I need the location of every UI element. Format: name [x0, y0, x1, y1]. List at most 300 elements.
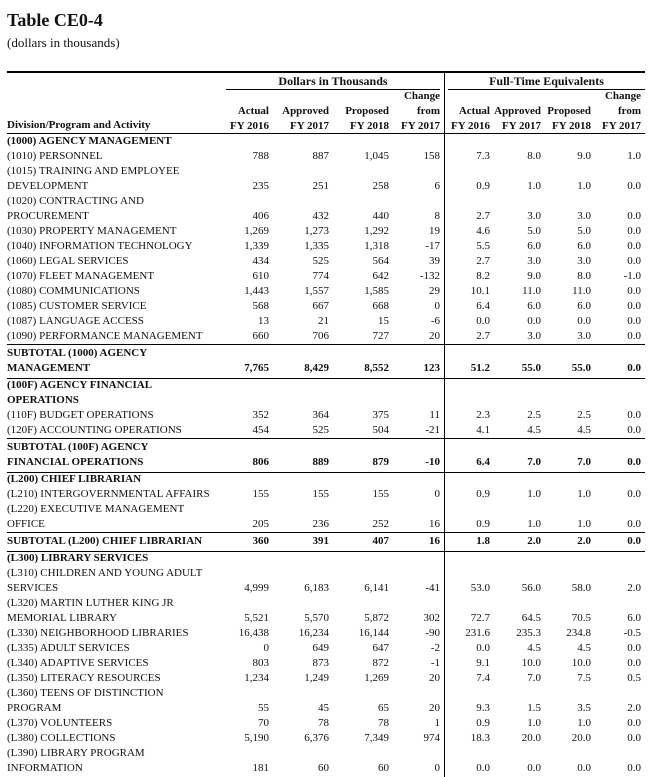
row-label: PROGRAM [7, 702, 62, 714]
cell-d-approved: 16,234 [298, 627, 329, 639]
cell-f-proposed: 7.0 [577, 456, 591, 468]
cell-f-actual: 8.2 [476, 270, 490, 282]
cell-d-approved: 774 [312, 270, 329, 282]
row-label: FINANCIAL OPERATIONS [7, 456, 144, 468]
cell-d-approved: 649 [312, 642, 329, 654]
cell-f-change: 0.0 [627, 240, 641, 252]
cell-d-actual: 5,190 [244, 732, 269, 744]
cell-f-approved: 1.0 [527, 488, 541, 500]
cell-f-proposed: 3.0 [577, 210, 591, 222]
cell-f-change: 0.0 [627, 424, 641, 436]
table-row [0, 566, 652, 596]
cell-f-actual: 0.9 [476, 518, 490, 530]
cell-f-change: 0.0 [627, 762, 641, 774]
cell-f-approved: 11.0 [522, 285, 541, 297]
cell-d-actual: 434 [252, 255, 269, 267]
cell-f-change: 0.0 [627, 300, 641, 312]
cell-d-change: 11 [429, 409, 440, 421]
cell-f-proposed: 3.5 [577, 702, 591, 714]
row-label: (L360) TEENS OF DISTINCTION [7, 687, 164, 699]
cell-f-actual: 2.7 [476, 330, 490, 342]
cell-f-actual: 0.0 [476, 315, 490, 327]
cell-f-actual: 2.3 [476, 409, 490, 421]
row-label: (1080) COMMUNICATIONS [7, 285, 140, 297]
table-row [0, 671, 652, 686]
cell-f-change: 0.0 [627, 362, 641, 374]
cell-d-change: -10 [425, 456, 440, 468]
row-label: INFORMATION [7, 762, 83, 774]
cell-f-approved: 3.0 [527, 210, 541, 222]
column-header-f-approved-line-0: Approved [494, 105, 541, 117]
cell-f-proposed: 7.5 [577, 672, 591, 684]
row-label: (L330) NEIGHBORHOOD LIBRARIES [7, 627, 189, 639]
cell-d-approved: 1,335 [304, 240, 329, 252]
row-label: (1090) PERFORMANCE MANAGEMENT [7, 330, 203, 342]
cell-f-proposed: 234.8 [566, 627, 591, 639]
row-label: PROCUREMENT [7, 210, 89, 222]
cell-f-proposed: 1.0 [577, 518, 591, 530]
cell-f-approved: 6.0 [527, 240, 541, 252]
column-header-d-approved-line-0: Approved [282, 105, 329, 117]
table-row [0, 239, 652, 254]
cell-d-change: 158 [423, 150, 440, 162]
cell-d-proposed: 65 [378, 702, 389, 714]
cell-d-proposed: 872 [372, 657, 389, 669]
cell-d-actual: 4,999 [244, 582, 269, 594]
subtotal-row [0, 344, 652, 378]
cell-d-approved: 889 [312, 456, 329, 468]
cell-f-approved: 3.0 [527, 255, 541, 267]
cell-f-change: 0.0 [627, 315, 641, 327]
cell-d-proposed: 8,552 [364, 362, 389, 374]
cell-f-actual: 0.9 [476, 488, 490, 500]
cell-d-change: -21 [425, 424, 440, 436]
cell-d-proposed: 1,045 [364, 150, 389, 162]
cell-f-approved: 20.0 [521, 732, 541, 744]
cell-d-change: 0 [434, 762, 440, 774]
cell-d-actual: 568 [252, 300, 269, 312]
cell-f-proposed: 70.5 [571, 612, 591, 624]
cell-d-change: 19 [429, 225, 440, 237]
row-label: (L200) CHIEF LIBRARIAN [7, 473, 142, 485]
cell-d-actual: 1,269 [244, 225, 269, 237]
cell-f-approved: 0.0 [527, 315, 541, 327]
row-label: (120F) ACCOUNTING OPERATIONS [7, 424, 182, 436]
cell-f-actual: 9.1 [476, 657, 490, 669]
cell-d-change: -132 [419, 270, 440, 282]
cell-d-approved: 525 [312, 255, 329, 267]
cell-d-change: 6 [434, 180, 440, 192]
cell-f-actual: 7.4 [476, 672, 490, 684]
column-header-d-change-line-0: Change [403, 90, 440, 102]
cell-d-approved: 155 [312, 488, 329, 500]
cell-d-approved: 887 [312, 150, 329, 162]
cell-d-change: 0 [434, 300, 440, 312]
cell-f-approved: 7.0 [527, 456, 541, 468]
column-header-f-change-line-0: Change [604, 90, 641, 102]
row-label: (1000) AGENCY MANAGEMENT [7, 135, 172, 147]
row-label: OFFICE [7, 518, 45, 530]
cell-d-proposed: 7,349 [364, 732, 389, 744]
cell-f-approved: 1.5 [527, 702, 541, 714]
cell-d-change: 974 [423, 732, 440, 744]
cell-f-change: 0.0 [627, 409, 641, 421]
cell-f-approved: 55.0 [521, 362, 541, 374]
column-header-f-actual-line-0: Actual [458, 105, 490, 117]
row-label: OPERATIONS [7, 394, 79, 406]
cell-d-proposed: 6,141 [364, 582, 389, 594]
cell-f-actual: 72.7 [470, 612, 490, 624]
column-header-f-proposed-line-0: Proposed [547, 105, 591, 117]
cell-d-proposed: 668 [372, 300, 389, 312]
row-label: (1060) LEGAL SERVICES [7, 255, 129, 267]
cell-d-change: 20 [429, 330, 440, 342]
cell-f-proposed: 3.0 [577, 330, 591, 342]
section-header-row [0, 472, 652, 487]
column-header-division: Division/Program and Activity [7, 119, 151, 131]
cell-f-proposed: 6.0 [577, 240, 591, 252]
row-label: (L320) MARTIN LUTHER KING JR [7, 597, 174, 609]
cell-f-change: -1.0 [623, 270, 641, 282]
column-header-f-actual-line-1: FY 2016 [450, 120, 490, 132]
cell-d-approved: 1,273 [304, 225, 329, 237]
row-label: (110F) BUDGET OPERATIONS [7, 409, 154, 421]
cell-f-actual: 4.6 [476, 225, 490, 237]
cell-d-proposed: 155 [372, 488, 389, 500]
cell-f-proposed: 20.0 [571, 732, 591, 744]
cell-f-proposed: 2.0 [577, 535, 591, 547]
cell-d-approved: 6,183 [304, 582, 329, 594]
column-header-d-actual-line-0: Actual [237, 105, 269, 117]
table-row [0, 329, 652, 344]
cell-d-actual: 610 [252, 270, 269, 282]
row-label: (L380) COLLECTIONS [7, 732, 116, 744]
cell-f-change: 0.0 [627, 285, 641, 297]
table-row [0, 641, 652, 656]
table-row [0, 254, 652, 269]
cell-d-actual: 788 [252, 150, 269, 162]
row-label: (L210) INTERGOVERNMENTAL AFFAIRS [7, 488, 210, 500]
cell-d-actual: 660 [252, 330, 269, 342]
cell-d-proposed: 440 [372, 210, 389, 222]
cell-d-approved: 1,557 [304, 285, 329, 297]
cell-f-actual: 5.5 [476, 240, 490, 252]
row-label: (1010) PERSONNEL [7, 150, 103, 162]
cell-f-actual: 1.8 [476, 535, 490, 547]
cell-f-approved: 0.0 [527, 762, 541, 774]
cell-f-change: 0.0 [627, 518, 641, 530]
cell-d-actual: 454 [252, 424, 269, 436]
row-label: MEMORIAL LIBRARY [7, 612, 117, 624]
row-label: DEVELOPMENT [7, 180, 89, 192]
cell-f-proposed: 4.5 [577, 424, 591, 436]
cell-f-approved: 9.0 [527, 270, 541, 282]
cell-f-change: 0.0 [627, 330, 641, 342]
cell-f-proposed: 0.0 [577, 762, 591, 774]
cell-d-actual: 1,234 [244, 672, 269, 684]
table-row [0, 596, 652, 626]
cell-d-change: 123 [423, 362, 440, 374]
table-row [0, 164, 652, 194]
column-header-f-proposed-line-1: FY 2018 [551, 120, 591, 132]
cell-f-actual: 0.0 [476, 762, 490, 774]
cell-f-approved: 2.5 [527, 409, 541, 421]
row-label: (100F) AGENCY FINANCIAL [7, 379, 153, 391]
cell-f-change: 6.0 [627, 612, 641, 624]
cell-d-proposed: 879 [372, 456, 389, 468]
cell-f-proposed: 1.0 [577, 180, 591, 192]
cell-d-actual: 352 [252, 409, 269, 421]
cell-f-actual: 51.2 [470, 362, 490, 374]
row-label: (1015) TRAINING AND EMPLOYEE [7, 165, 180, 177]
cell-f-actual: 231.6 [465, 627, 490, 639]
cell-d-actual: 803 [252, 657, 269, 669]
cell-d-change: 29 [429, 285, 440, 297]
cell-f-actual: 0.9 [476, 717, 490, 729]
cell-f-proposed: 4.5 [577, 642, 591, 654]
cell-f-change: 0.0 [627, 456, 641, 468]
row-label: (L335) ADULT SERVICES [7, 642, 130, 654]
cell-d-approved: 45 [318, 702, 329, 714]
row-label: (L310) CHILDREN AND YOUNG ADULT [7, 567, 203, 579]
row-label: SUBTOTAL (L200) CHIEF LIBRARIAN [7, 535, 203, 547]
section-header-row [0, 551, 652, 566]
table-row [0, 284, 652, 299]
cell-d-actual: 406 [252, 210, 269, 222]
cell-f-actual: 18.3 [470, 732, 490, 744]
row-label: MANAGEMENT [7, 362, 91, 374]
cell-f-actual: 9.3 [476, 702, 490, 714]
row-label: (1020) CONTRACTING AND [7, 195, 144, 207]
column-header-d-approved-line-1: FY 2017 [289, 120, 329, 132]
row-label: SERVICES [7, 582, 59, 594]
table-row [0, 423, 652, 438]
cell-f-approved: 1.0 [527, 717, 541, 729]
cell-f-proposed: 0.0 [577, 315, 591, 327]
cell-f-actual: 2.7 [476, 255, 490, 267]
cell-d-proposed: 727 [372, 330, 389, 342]
cell-d-actual: 360 [252, 535, 269, 547]
cell-d-proposed: 642 [372, 270, 389, 282]
cell-d-actual: 13 [258, 315, 269, 327]
table-row [0, 269, 652, 284]
cell-d-proposed: 78 [378, 717, 389, 729]
cell-f-proposed: 3.0 [577, 255, 591, 267]
cell-d-proposed: 1,292 [364, 225, 389, 237]
section-header-row [0, 378, 652, 408]
cell-d-proposed: 1,318 [364, 240, 389, 252]
table-row [0, 731, 652, 746]
cell-f-change: 0.0 [627, 488, 641, 500]
cell-d-proposed: 60 [378, 762, 389, 774]
cell-f-proposed: 6.0 [577, 300, 591, 312]
cell-d-approved: 667 [312, 300, 329, 312]
cell-f-actual: 6.4 [476, 456, 490, 468]
cell-f-change: -0.5 [623, 627, 641, 639]
column-header-d-change-line-1: from [416, 105, 440, 117]
table-row [0, 224, 652, 239]
cell-f-change: 0.0 [627, 180, 641, 192]
row-label: (L370) VOLUNTEERS [7, 717, 113, 729]
cell-d-change: 20 [429, 672, 440, 684]
cell-d-approved: 525 [312, 424, 329, 436]
row-label: (1040) INFORMATION TECHNOLOGY [7, 240, 193, 252]
cell-d-change: -90 [425, 627, 440, 639]
row-label: (L350) LITERACY RESOURCES [7, 672, 161, 684]
row-label: (L340) ADAPTIVE SERVICES [7, 657, 149, 669]
cell-f-actual: 2.7 [476, 210, 490, 222]
row-label: (1085) CUSTOMER SERVICE [7, 300, 147, 312]
cell-f-approved: 2.0 [527, 535, 541, 547]
cell-d-proposed: 5,872 [364, 612, 389, 624]
cell-f-proposed: 1.0 [577, 717, 591, 729]
subtotal-row [0, 438, 652, 472]
cell-f-approved: 4.5 [527, 424, 541, 436]
cell-f-approved: 10.0 [521, 657, 541, 669]
table-row [0, 408, 652, 423]
cell-f-change: 0.0 [627, 657, 641, 669]
cell-d-proposed: 564 [372, 255, 389, 267]
cell-d-actual: 16,438 [238, 627, 269, 639]
cell-d-proposed: 407 [372, 535, 389, 547]
cell-f-change: 0.0 [627, 255, 641, 267]
cell-d-approved: 1,249 [304, 672, 329, 684]
cell-f-actual: 6.4 [476, 300, 490, 312]
cell-f-change: 0.0 [627, 717, 641, 729]
cell-d-change: 302 [423, 612, 440, 624]
cell-f-change: 0.0 [627, 210, 641, 222]
cell-d-actual: 155 [252, 488, 269, 500]
table-row [0, 314, 652, 329]
cell-f-approved: 3.0 [527, 330, 541, 342]
cell-f-proposed: 10.0 [571, 657, 591, 669]
cell-d-actual: 205 [252, 518, 269, 530]
cell-d-approved: 706 [312, 330, 329, 342]
cell-f-change: 1.0 [627, 150, 641, 162]
cell-f-approved: 235.3 [516, 627, 541, 639]
row-label: SUBTOTAL (1000) AGENCY [7, 347, 148, 359]
cell-d-actual: 7,765 [244, 362, 269, 374]
cell-f-actual: 0.0 [476, 642, 490, 654]
cell-d-actual: 5,521 [244, 612, 269, 624]
cell-f-proposed: 58.0 [571, 582, 591, 594]
row-label: (L390) LIBRARY PROGRAM [7, 747, 145, 759]
cell-f-actual: 10.1 [470, 285, 490, 297]
cell-d-actual: 70 [258, 717, 269, 729]
cell-d-actual: 181 [252, 762, 269, 774]
cell-f-approved: 6.0 [527, 300, 541, 312]
cell-f-actual: 7.3 [476, 150, 490, 162]
table-row [0, 716, 652, 731]
cell-d-change: -2 [430, 642, 440, 654]
cell-d-proposed: 15 [378, 315, 389, 327]
cell-f-approved: 1.0 [527, 180, 541, 192]
cell-f-actual: 4.1 [476, 424, 490, 436]
cell-f-approved: 64.5 [521, 612, 541, 624]
cell-d-proposed: 258 [372, 180, 389, 192]
cell-d-proposed: 1,585 [364, 285, 389, 297]
table-row [0, 194, 652, 224]
cell-f-approved: 8.0 [527, 150, 541, 162]
cell-d-approved: 60 [318, 762, 329, 774]
cell-d-approved: 5,570 [304, 612, 329, 624]
cell-d-approved: 432 [312, 210, 329, 222]
cell-f-change: 0.0 [627, 642, 641, 654]
cell-d-change: 39 [429, 255, 440, 267]
table-subtitle: (dollars in thousands) [7, 35, 120, 50]
table-row [0, 149, 652, 164]
cell-f-change: 2.0 [627, 702, 641, 714]
row-label: (1030) PROPERTY MANAGEMENT [7, 225, 177, 237]
table-row [0, 487, 652, 502]
cell-f-approved: 1.0 [527, 518, 541, 530]
cell-d-actual: 806 [252, 456, 269, 468]
cell-d-change: 8 [434, 210, 440, 222]
cell-f-actual: 53.0 [470, 582, 490, 594]
cell-d-proposed: 375 [372, 409, 389, 421]
cell-d-change: 1 [434, 717, 440, 729]
cell-d-approved: 364 [312, 409, 329, 421]
cell-d-proposed: 647 [372, 642, 389, 654]
cell-f-change: 0.0 [627, 732, 641, 744]
table-row [0, 299, 652, 314]
cell-f-change: 0.5 [627, 672, 641, 684]
cell-d-change: 16 [429, 518, 440, 530]
row-label: (1070) FLEET MANAGEMENT [7, 270, 155, 282]
cell-f-proposed: 55.0 [571, 362, 591, 374]
column-header-f-change-line-1: from [617, 105, 641, 117]
group-header-fte: Full-Time Equivalents [489, 74, 604, 88]
column-header-d-proposed-line-1: FY 2018 [349, 120, 389, 132]
cell-f-approved: 7.0 [527, 672, 541, 684]
table-row [0, 626, 652, 641]
cell-f-approved: 5.0 [527, 225, 541, 237]
cell-f-approved: 56.0 [521, 582, 541, 594]
cell-d-proposed: 1,269 [364, 672, 389, 684]
cell-d-change: -17 [425, 240, 440, 252]
table-row [0, 746, 652, 776]
column-header-d-change-line-2: FY 2017 [400, 120, 440, 132]
table-row [0, 502, 652, 532]
cell-f-change: 0.0 [627, 535, 641, 547]
subtotal-row [0, 532, 652, 551]
cell-d-approved: 873 [312, 657, 329, 669]
cell-f-actual: 0.9 [476, 180, 490, 192]
cell-f-proposed: 9.0 [577, 150, 591, 162]
group-header-dollars: Dollars in Thousands [278, 74, 388, 88]
cell-f-proposed: 1.0 [577, 488, 591, 500]
row-label: SUBTOTAL (100F) AGENCY [7, 441, 149, 453]
cell-d-change: 0 [434, 488, 440, 500]
cell-d-change: 20 [429, 702, 440, 714]
column-header-f-approved-line-1: FY 2017 [501, 120, 541, 132]
cell-f-proposed: 2.5 [577, 409, 591, 421]
cell-d-actual: 1,443 [244, 285, 269, 297]
cell-d-change: 16 [429, 535, 440, 547]
row-label: (L220) EXECUTIVE MANAGEMENT [7, 503, 185, 515]
cell-f-proposed: 5.0 [577, 225, 591, 237]
cell-f-change: 0.0 [627, 225, 641, 237]
column-header-f-change-line-2: FY 2017 [601, 120, 641, 132]
cell-d-actual: 1,339 [244, 240, 269, 252]
cell-d-approved: 236 [312, 518, 329, 530]
top-rule [7, 71, 645, 73]
cell-f-approved: 4.5 [527, 642, 541, 654]
cell-d-approved: 391 [312, 535, 329, 547]
column-header-d-proposed-line-0: Proposed [345, 105, 389, 117]
cell-f-proposed: 8.0 [577, 270, 591, 282]
row-label: (L300) LIBRARY SERVICES [7, 552, 149, 564]
